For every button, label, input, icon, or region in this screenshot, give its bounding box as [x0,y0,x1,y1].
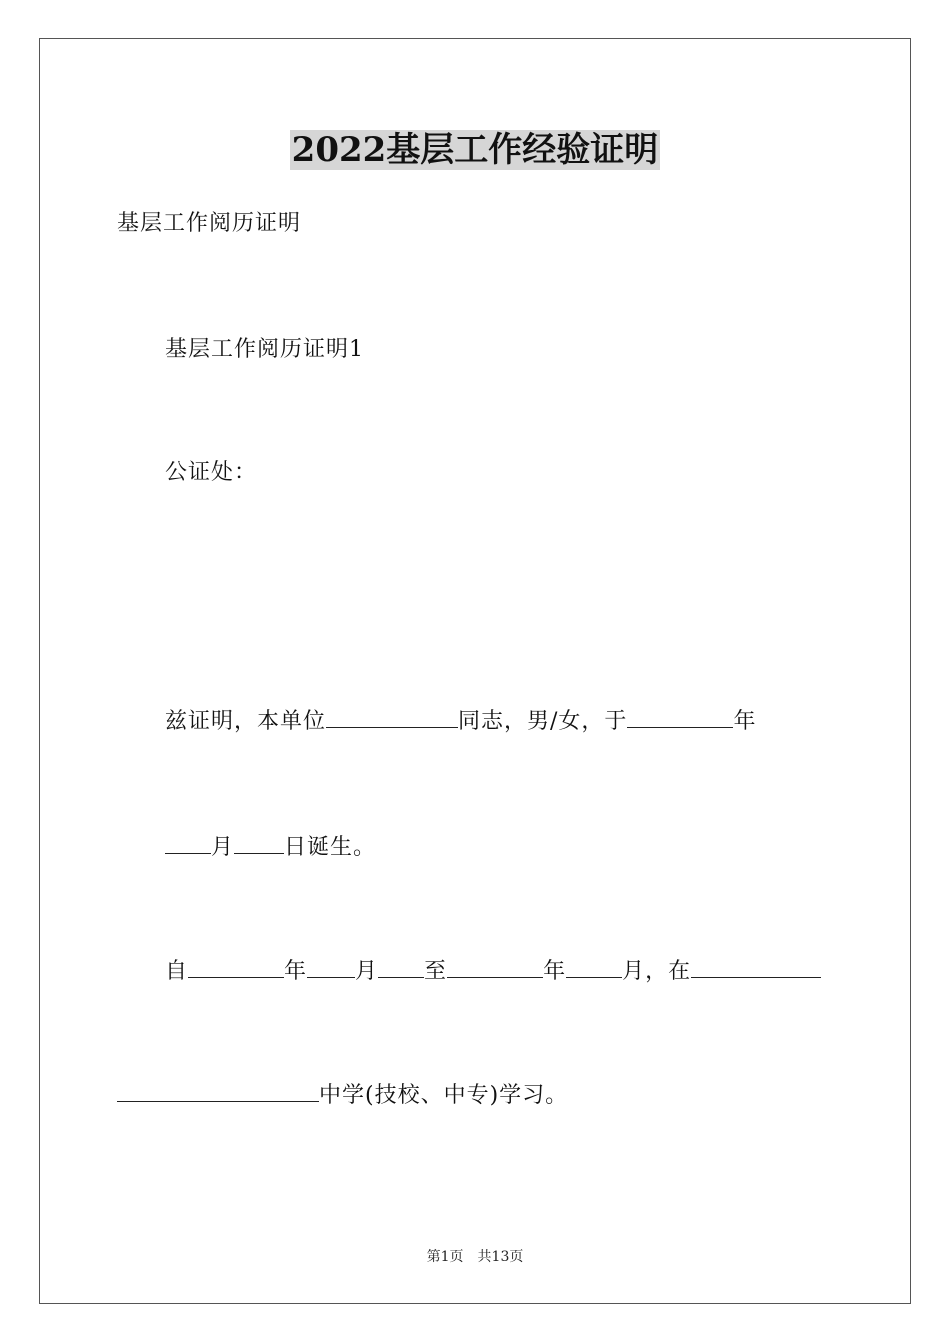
document-subtitle: 基层工作阅历证明 [117,211,302,236]
paragraph-4 [117,1081,568,1111]
paragraph-2-text-b: 日诞生。 [284,835,377,860]
paragraph-1-text-c: 年 [733,709,757,734]
paragraph-2-text-a: 月 [211,835,235,860]
school-blank-b [117,1081,319,1102]
birth-month-blank [165,833,211,854]
paragraph-3-text-d: 至 [424,959,448,984]
paragraph-3-text-f: 月，在 [622,959,692,984]
start-year-blank [188,957,284,978]
page-footer [0,1247,950,1267]
birth-year-blank [627,707,733,728]
paragraph-4-text-a: 中学(技校、中专)学习。 [319,1083,569,1108]
salutation: 公证处： [165,460,258,485]
end-year-blank [447,957,543,978]
paragraph-3-text-e: 年 [543,959,567,984]
paragraph-1 [165,707,756,737]
paragraph-1-text-a: 兹证明，本单位 [165,709,327,734]
page-number: 第1页 [426,1249,464,1265]
paragraph-3 [165,957,821,987]
birth-day-blank [234,833,284,854]
paragraph-1-text-b: 同志，男/女，于 [458,709,628,734]
section-heading: 基层工作阅历证明1 [165,337,364,362]
name-blank [326,707,458,728]
paragraph-3-text-c: 月 [355,959,379,984]
end-month-blank [566,957,622,978]
paragraph-3-text-b: 年 [284,959,308,984]
paragraph-2 [165,833,376,863]
start-month-blank [307,957,355,978]
document-title [0,128,950,172]
school-blank-a [691,957,821,978]
document-title-text: 2022基层工作经验证明 [291,130,659,170]
page-total: 共13页 [477,1249,524,1265]
end-blank [378,957,424,978]
paragraph-3-text-a: 自 [165,959,189,984]
